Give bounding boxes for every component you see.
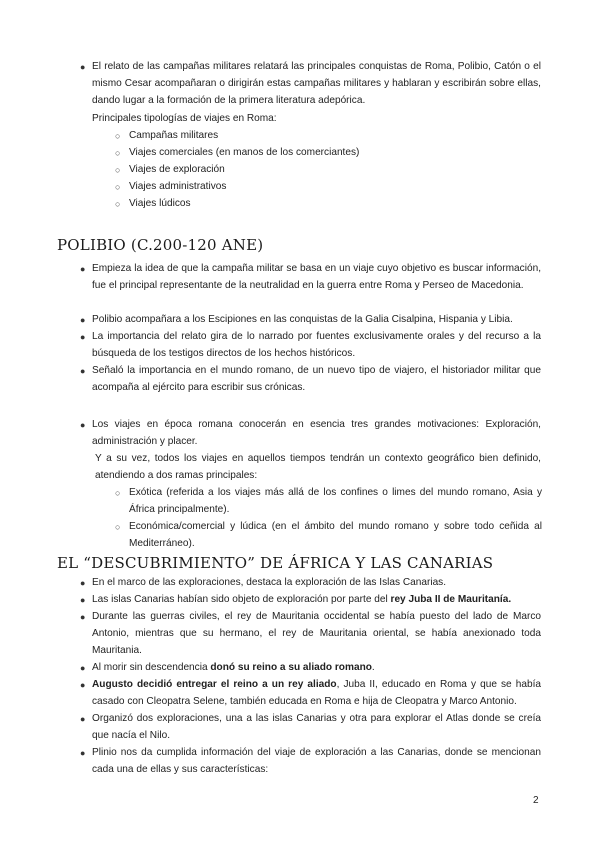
- bullet-icon: ●: [80, 748, 86, 758]
- text-run: Al morir sin descendencia: [92, 662, 211, 673]
- sub-bullet-icon: ○: [115, 131, 121, 141]
- bullet-icon: ●: [80, 578, 86, 588]
- africa-bullet: Plinio nos da cumplida información del viaje de exploración a las Canarias, donde se mencionan cada una de ellas y sus características:: [92, 747, 541, 775]
- bullet-icon: ●: [80, 264, 86, 274]
- africa-heading: EL “DESCUBRIMIENTO” DE ÁFRICA Y LAS CANARIAS: [57, 554, 494, 572]
- context-paragraph: Y a su vez, todos los viajes en aquellos tiempos tendrán un contexto geográfico bien definido, atendiendo a dos ramas principales:: [95, 453, 541, 481]
- polibio-bullet: La importancia del relato gira de lo narrado por fuentes exclusivamente orales y del recurso a la búsqueda de los testigos directos de los hechos históricos.: [92, 331, 541, 359]
- page-number: 2: [533, 795, 539, 806]
- bullet-icon: ●: [80, 612, 86, 622]
- bold-run: rey Juba II de Mauritanía.: [390, 594, 512, 605]
- bullet-icon: ●: [80, 714, 86, 724]
- text-run: , Juba II, educado en Roma y que se había casado con Cleopatra Selene, también educada en Roma e hija de Cleopatra y Marco Antonio.: [92, 679, 541, 707]
- text-run: Las islas Canarias habían sido objeto de exploración por parte del: [92, 594, 391, 605]
- sub-bullet-icon: ○: [115, 522, 121, 532]
- typology-item: Campañas militares: [129, 130, 219, 141]
- africa-bullet: [92, 659, 541, 676]
- motivations-bullet: Los viajes en época romana conocerán en esencia tres grandes motivaciones: Exploración, administración y placer.: [92, 419, 541, 447]
- typologies-title: Principales tipologías de viajes en Roma:: [92, 113, 277, 124]
- text-run: .: [371, 662, 375, 673]
- bullet-icon: ●: [80, 315, 86, 325]
- polibio-heading: POLIBIO (C.200-120 ANE): [57, 236, 264, 254]
- africa-bullet: Organizó dos exploraciones, una a las islas Canarias y otra para explorar el Atlas donde se creía que nacía el Nilo.: [92, 713, 541, 741]
- typology-item: Viajes comerciales (en manos de los comerciantes): [129, 147, 360, 158]
- sub-bullet-icon: ○: [115, 165, 121, 175]
- bullet-icon: ●: [80, 62, 86, 72]
- bold-run: Augusto decidió entregar el reino a un rey aliado: [92, 679, 337, 690]
- polibio-bullet: Empieza la idea de que la campaña militar se basa en un viaje cuyo objetivo es buscar información, fue el principal representante de la neutralidad en la guerra entre Roma y Perseo de Macedonia.: [92, 263, 541, 291]
- bullet-icon: ●: [80, 366, 86, 376]
- intro-paragraph: El relato de las campañas militares relatará las principales conquistas de Roma, Polibio, Catón o el mismo Cesar acompañaran o dirigirán estas campañas militares y hablaran y escribirán sobre ellas, dando lugar a la formación de la primera literatura adepórica.: [92, 61, 541, 106]
- bullet-icon: ●: [80, 420, 86, 430]
- sub-bullet-icon: ○: [115, 199, 121, 209]
- bold-run: donó su reino a su aliado romano: [210, 662, 372, 673]
- bullet-icon: ●: [80, 680, 86, 690]
- sub-bullet-icon: ○: [115, 182, 121, 192]
- branch-item: Exótica (referida a los viajes más allá de los confines o limes del mundo romano, Asia y África principalmente).: [129, 487, 542, 515]
- sub-bullet-icon: ○: [115, 148, 121, 158]
- polibio-bullet: Polibio acompañara a los Escipiones en las conquistas de la Galia Cisalpina, Hispania y Libia.: [92, 314, 513, 325]
- africa-bullet: [92, 591, 541, 608]
- bullet-icon: ●: [80, 332, 86, 342]
- typology-item: Viajes de exploración: [129, 164, 225, 175]
- africa-bullet: [92, 676, 541, 710]
- bullet-icon: ●: [80, 595, 86, 605]
- typology-item: Viajes administrativos: [129, 181, 227, 192]
- branch-item: Económica/comercial y lúdica (en el ámbito del mundo romano y sobre todo ceñida al Mediterráneo).: [129, 521, 542, 549]
- bullet-icon: ●: [80, 663, 86, 673]
- africa-bullet: Durante las guerras civiles, el rey de Mauritania occidental se había puesto del lado de Marco Antonio, mientras que su hermano, el rey de Mauritania oriental, se había anexionado toda Mauritania.: [92, 611, 541, 656]
- sub-bullet-icon: ○: [115, 488, 121, 498]
- africa-bullet: En el marco de las exploraciones, destaca la exploración de las Islas Canarias.: [92, 577, 447, 588]
- typology-item: Viajes lúdicos: [129, 198, 191, 209]
- polibio-bullet: Señaló la importancia en el mundo romano, de un nuevo tipo de viajero, el historiador militar que acompaña al ejército para escribir sus crónicas.: [92, 365, 541, 393]
